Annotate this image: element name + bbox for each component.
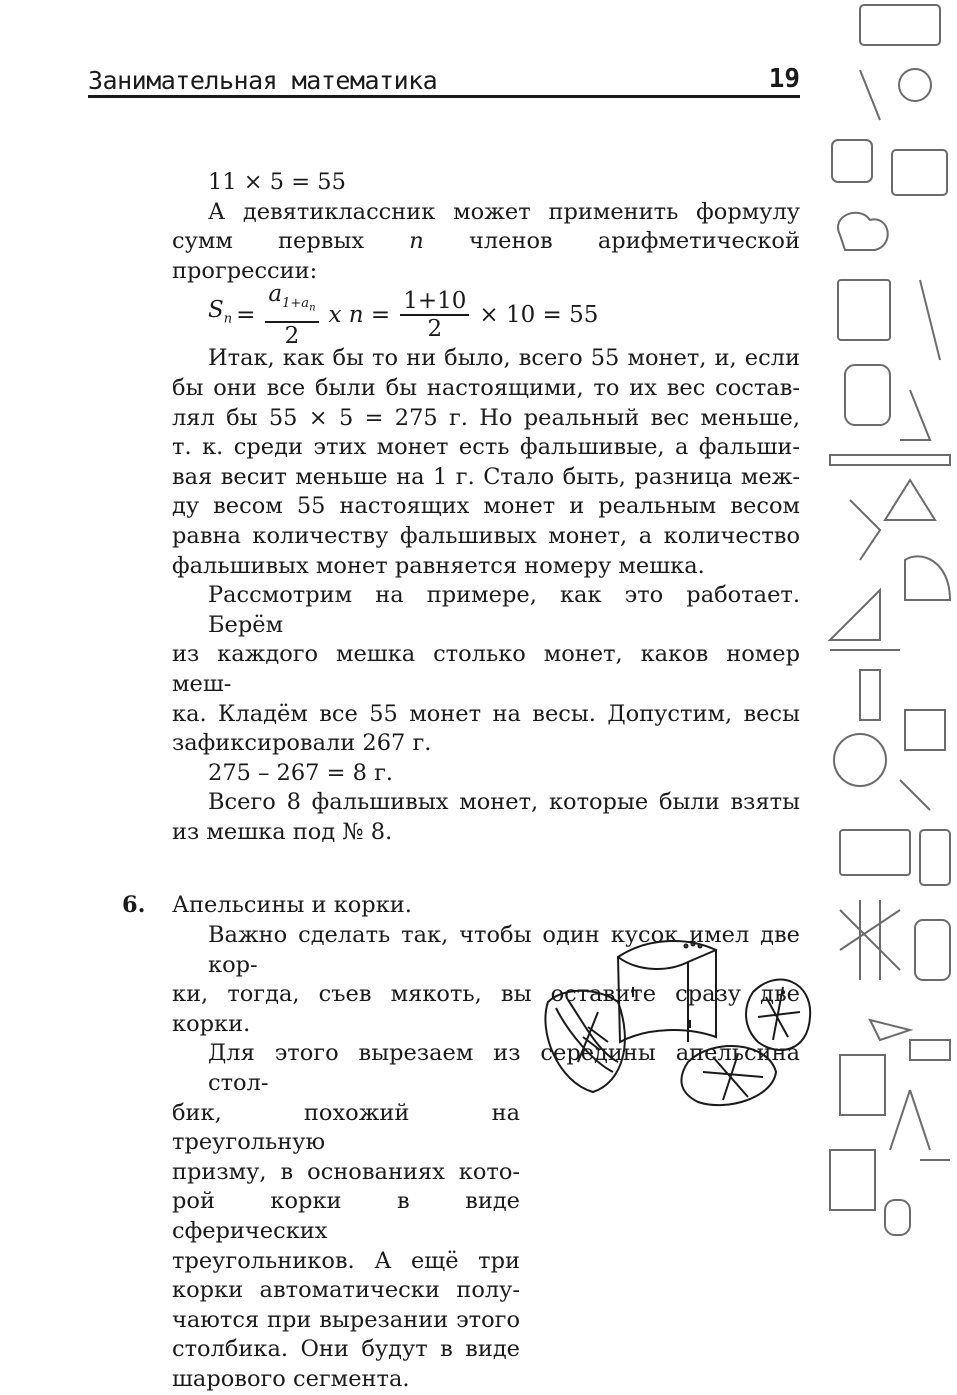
set-square-icon bbox=[830, 590, 880, 640]
text-line: ду весом 55 настоящих монет и реальным весом bbox=[172, 493, 800, 520]
text-line: корки автоматически полу- bbox=[172, 1277, 520, 1304]
text-line: 275 – 267 = 8 г. bbox=[208, 759, 394, 786]
page-body bbox=[122, 168, 800, 1395]
mouse-icon bbox=[885, 1200, 910, 1235]
text-line: ка. Кладём все 55 монет на весы. Допустим, весы bbox=[172, 700, 800, 727]
text-line: зафиксировали 267 г. bbox=[172, 730, 432, 757]
eraser-icon bbox=[910, 1040, 950, 1060]
alarm-clock-icon bbox=[834, 734, 886, 786]
tic-tac-toe-icon bbox=[840, 900, 900, 980]
text-line: чаются при вырезании этого bbox=[172, 1306, 520, 1333]
section-title: Апельсины и корки. bbox=[172, 892, 412, 919]
paper-plane-icon bbox=[870, 1020, 910, 1040]
backpack-icon bbox=[845, 365, 890, 425]
mug-icon bbox=[832, 140, 872, 182]
text-line: призму, в основаниях кото- bbox=[172, 1158, 520, 1185]
formula-s: $S_n$ bbox=[208, 297, 233, 327]
laptop-icon bbox=[840, 830, 910, 875]
header-rule bbox=[88, 95, 800, 98]
text-line: сумм первых n членов арифметической прогрессии: bbox=[172, 228, 800, 284]
scissors-icon bbox=[900, 780, 930, 810]
text-line: Итак, как бы то ни было, всего 55 монет, и, если bbox=[208, 345, 800, 372]
scroll-icon bbox=[920, 280, 940, 360]
section-number: 6. bbox=[122, 892, 146, 919]
bell-icon bbox=[850, 500, 880, 560]
fraction-general: $\frac{a_{1+a_n}}{2}$ bbox=[265, 281, 318, 349]
text-line: вая весит меньше на 1 г. Стало быть, разница меж- bbox=[172, 463, 800, 490]
text-line: рой корки в виде сферических bbox=[172, 1188, 520, 1244]
text-line: лял бы 55 × 5 = 275 г. Но реальный вес меньше, bbox=[172, 404, 800, 431]
formula-x-n: x n = bbox=[328, 301, 391, 328]
orange-cut-illustration bbox=[538, 932, 820, 1137]
text-line: Важно сделать так, чтобы один кусок имел две кор- bbox=[208, 922, 800, 978]
sum-formula bbox=[172, 281, 800, 350]
text-line: бик, похожий на треугольную bbox=[172, 1099, 520, 1156]
text-line: шарового сегмента. bbox=[172, 1365, 410, 1392]
text-line: столбика. Они будут в виде bbox=[172, 1336, 520, 1363]
text-line: фальшивых монет равняется номеру мешка. bbox=[172, 552, 705, 579]
formula-result: × 10 = 55 bbox=[479, 301, 599, 328]
triangle-icon bbox=[885, 480, 935, 520]
fraction-values: $\frac{1+10}{2}$ bbox=[400, 288, 469, 342]
lamp-icon bbox=[900, 390, 930, 440]
text-line: Рассмотрим на примере, как это работает. Берём bbox=[208, 582, 800, 638]
notebook-icon bbox=[840, 1055, 885, 1115]
calendar-icon bbox=[830, 1150, 875, 1210]
pencil-icon bbox=[860, 70, 880, 120]
page-number: 19 bbox=[768, 64, 800, 94]
briefcase-icon bbox=[892, 150, 947, 195]
cloud-icon bbox=[838, 213, 888, 250]
cube-icon bbox=[905, 710, 945, 750]
compass-icon bbox=[890, 1090, 930, 1150]
text-line: 11 × 5 = 55 bbox=[208, 169, 346, 195]
text-line: ки, тогда, съев мякоть, вы оставите сразу две корки. bbox=[172, 981, 800, 1037]
school-doodles-border bbox=[820, 0, 957, 1240]
text-line: треугольников. А ещё три bbox=[172, 1247, 520, 1274]
text-line: бы они все были бы настоящими, то их вес состав- bbox=[172, 374, 800, 401]
text-line: из мешка под № 8. bbox=[172, 818, 393, 845]
backpack-small-icon bbox=[915, 920, 950, 980]
running-title: Занимательная математика bbox=[88, 66, 438, 95]
text-line: из каждого мешка столько монет, каков номер меш- bbox=[172, 641, 800, 697]
calculator-icon bbox=[920, 830, 950, 885]
formula-equals: = bbox=[236, 301, 256, 328]
section-heading bbox=[122, 891, 800, 921]
page-header bbox=[88, 62, 800, 98]
blackboard-icon bbox=[860, 5, 940, 45]
text-line: равна количеству фальшивых монет, а количество bbox=[172, 522, 800, 549]
open-book-icon bbox=[905, 556, 950, 600]
ruler-icon bbox=[830, 455, 950, 465]
lightbulb-icon bbox=[899, 69, 931, 101]
text-line: А девятиклассник может применить формулу bbox=[208, 198, 800, 225]
hourglass-icon bbox=[860, 670, 880, 720]
text-line: Всего 8 фальшивых монет, которые были взяты bbox=[208, 789, 800, 816]
text-line: Для этого вырезаем из середины апельсина стол- bbox=[208, 1040, 800, 1097]
book-icon bbox=[838, 280, 890, 340]
text-line: т. к. среди этих монет есть фальшивые, а фальши- bbox=[172, 434, 800, 461]
